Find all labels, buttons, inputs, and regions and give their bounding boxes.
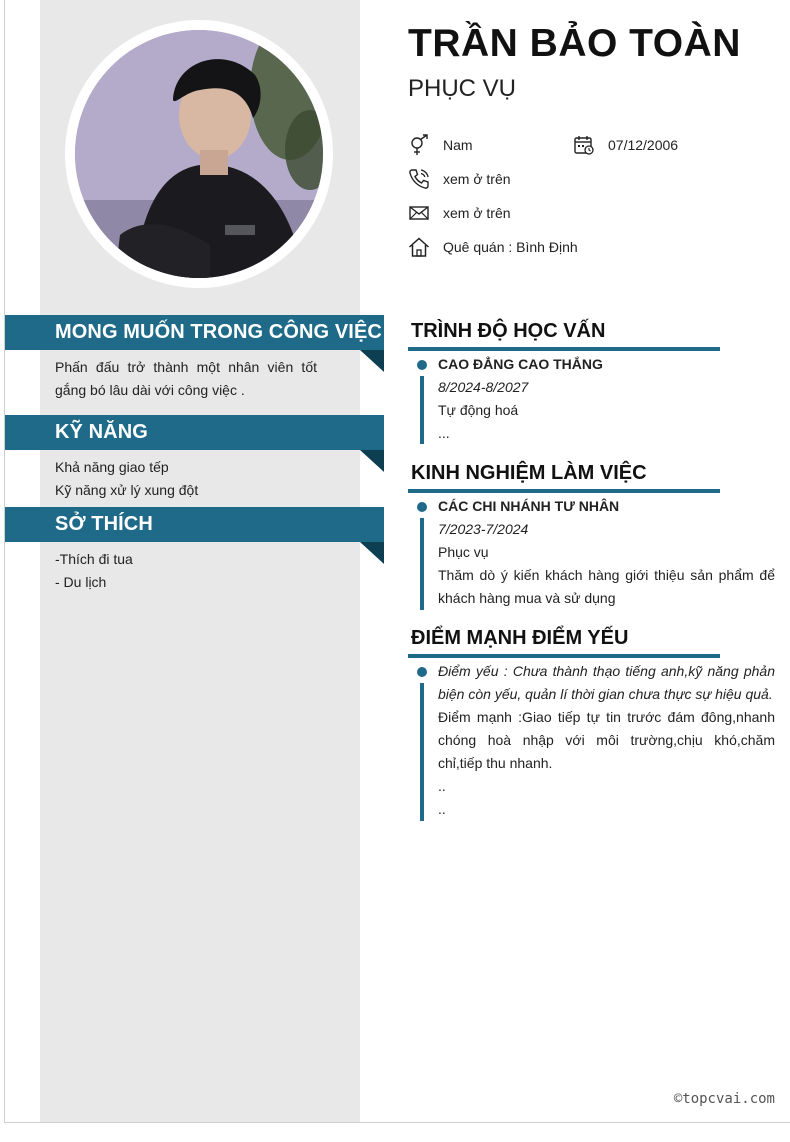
gender-value: Nam: [443, 137, 473, 153]
skills-list: [55, 456, 317, 502]
skill-item: Khả năng giao tếp: [55, 459, 169, 475]
skills-fold: [360, 450, 384, 472]
mail-icon: [408, 202, 430, 224]
experience-timeline-bar: [420, 518, 424, 610]
email-row: [408, 202, 708, 226]
gender-icon: [408, 134, 430, 156]
objective-header: [5, 315, 384, 350]
experience-role: Phục vụ: [438, 544, 489, 560]
gender-row: [408, 134, 568, 158]
education-major: Tự động hoá: [438, 402, 519, 418]
skills-title: KỸ NĂNG: [55, 421, 148, 443]
home-icon: [408, 236, 430, 258]
birthday-row: [573, 134, 773, 158]
hobby-item: -Thích đi tua: [55, 551, 133, 567]
objective-fold: [360, 350, 384, 372]
education-underline: [408, 347, 720, 351]
experience-title: KINH NGHIỆM LÀM VIỆC: [411, 462, 647, 484]
weakness-text: Điểm yếu : Chưa thành thạo tiếng anh,kỹ năng phản biện còn yếu, quản lí thời gian chưa thực sự hiệu quả.: [438, 663, 775, 702]
hobbies-header: [5, 507, 384, 542]
strengths-underline: [408, 654, 720, 658]
experience-org: CÁC CHI NHÁNH TƯ NHÂN: [438, 498, 620, 514]
birthday-value: 07/12/2006: [608, 137, 679, 153]
strengths-bullet: [417, 667, 427, 677]
strengths-title: ĐIỂM MẠNH ĐIỂM YẾU: [411, 627, 629, 649]
avatar-photo: [75, 30, 323, 278]
skills-header: [5, 415, 384, 450]
avatar: [75, 30, 323, 278]
education-org: CAO ĐẲNG CAO THẮNG: [438, 356, 603, 372]
objective-text: Phấn đấu trở thành một nhân viên tốt gắng bó lâu dài với công việc .: [55, 359, 317, 398]
hobbies-fold: [360, 542, 384, 564]
experience-desc: Thăm dò ý kiến khách hàng giới thiệu sản phẩm để khách hàng mua và sử dụng: [438, 567, 775, 606]
education-entry: [438, 353, 775, 445]
phone-row: [408, 168, 708, 192]
education-timeline-bar: [420, 376, 424, 444]
hobbies-title: SỞ THÍCH: [55, 513, 153, 535]
phone-icon: [408, 168, 430, 190]
education-time: 8/2024-8/2027: [438, 379, 529, 395]
cv-page: [4, 0, 790, 1123]
watermark: ©topcvai.com: [673, 1091, 775, 1107]
email-value: xem ở trên: [443, 205, 511, 221]
education-bullet: [417, 360, 427, 370]
strengths-extra-2: ..: [438, 801, 446, 817]
education-title: TRÌNH ĐỘ HỌC VẤN: [411, 320, 606, 342]
experience-underline: [408, 489, 720, 493]
hobby-item: - Du lịch: [55, 574, 107, 590]
strengths-extra-1: ..: [438, 778, 446, 794]
strengths-timeline-bar: [420, 683, 424, 821]
experience-bullet: [417, 502, 427, 512]
calendar-icon: [573, 134, 595, 156]
experience-time: 7/2023-7/2024: [438, 521, 529, 537]
address-row: [408, 236, 728, 260]
strengths-entry: [438, 660, 775, 821]
phone-value: xem ở trên: [443, 171, 511, 187]
education-extra: ...: [438, 425, 450, 441]
full-name: TRẦN BẢO TOÀN: [408, 22, 741, 65]
objective-title: MONG MUỐN TRONG CÔNG VIỆC: [55, 321, 382, 343]
address-value: Quê quán : Bình Định: [443, 239, 578, 255]
strength-text: Điểm mạnh :Giao tiếp tự tin trước đám đông,nhanh chóng hoà nhập với môi trường,chịu khó,chăm chỉ,tiếp thu nhanh.: [438, 709, 775, 771]
experience-entry: [438, 495, 775, 610]
skill-item: Kỹ năng xử lý xung đột: [55, 482, 199, 498]
hobbies-list: [55, 548, 317, 594]
job-position: PHỤC VỤ: [408, 75, 517, 102]
